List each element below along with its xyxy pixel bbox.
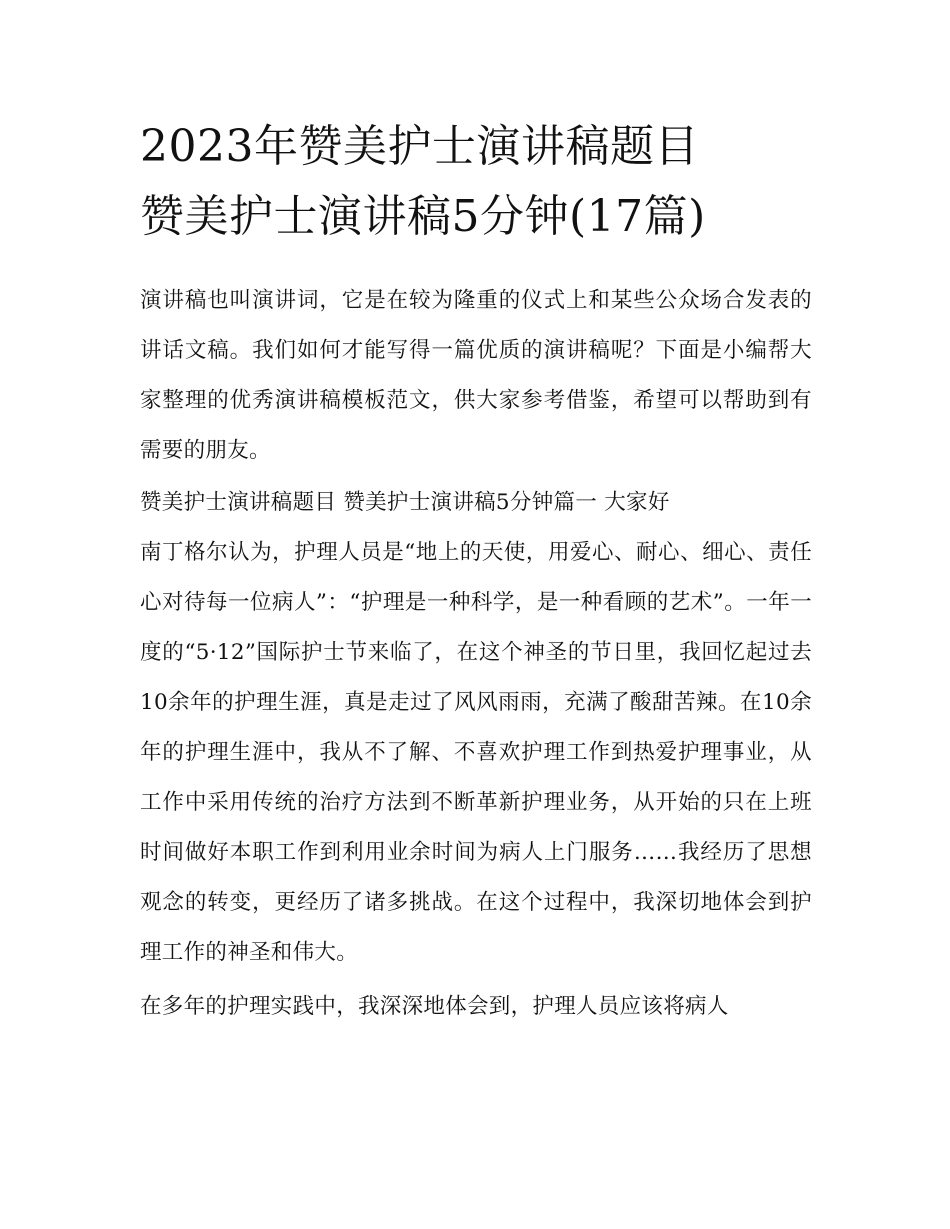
section-heading: 赞美护士演讲稿题目 赞美护士演讲稿5分钟篇一 大家好 <box>140 490 670 515</box>
body-paragraph-2: 在多年的护理实践中，我深深地体会到，护理人员应该将病人 <box>140 994 729 1019</box>
title-line-2: 赞美护士演讲稿5分钟(17篇) <box>140 191 706 242</box>
document-page <box>140 112 812 1032</box>
title-line-1: 2023年赞美护士演讲稿题目 <box>140 121 699 172</box>
body-paragraph-1: 南丁格尔认为，护理人员是“地上的天使，用爱心、耐心、细心、责任心对待每一位病人”：“护理是一种科学，是一种看顾的艺术”。一年一度的“5·12”国际护士节来临了，在这个神圣的节日里，我回忆起过去10余年的护理生涯，真是走过了风风雨雨，充满了酸甜苦辣。在10余年的护理生涯中，我从不了解、不喜欢护理工作到热爱护理事业，从工作中采用传统的治疗方法到不断革新护理业务，从开始的只在上班时间做好本职工作到利用业余时间为病人上门服务……我经历了思想观念的转变，更经历了诸多挑战。在这个过程中，我深切地体会到护理工作的神圣和伟大。 <box>140 540 812 965</box>
intro-paragraph: 演讲稿也叫演讲词，它是在较为隆重的仪式上和某些公众场合发表的讲话文稿。我们如何才能写得一篇优质的演讲稿呢？下面是小编帮大家整理的优秀演讲稿模板范文，供大家参考借鉴，希望可以帮助到有需要的朋友。 <box>140 288 812 463</box>
document-title <box>140 112 812 252</box>
